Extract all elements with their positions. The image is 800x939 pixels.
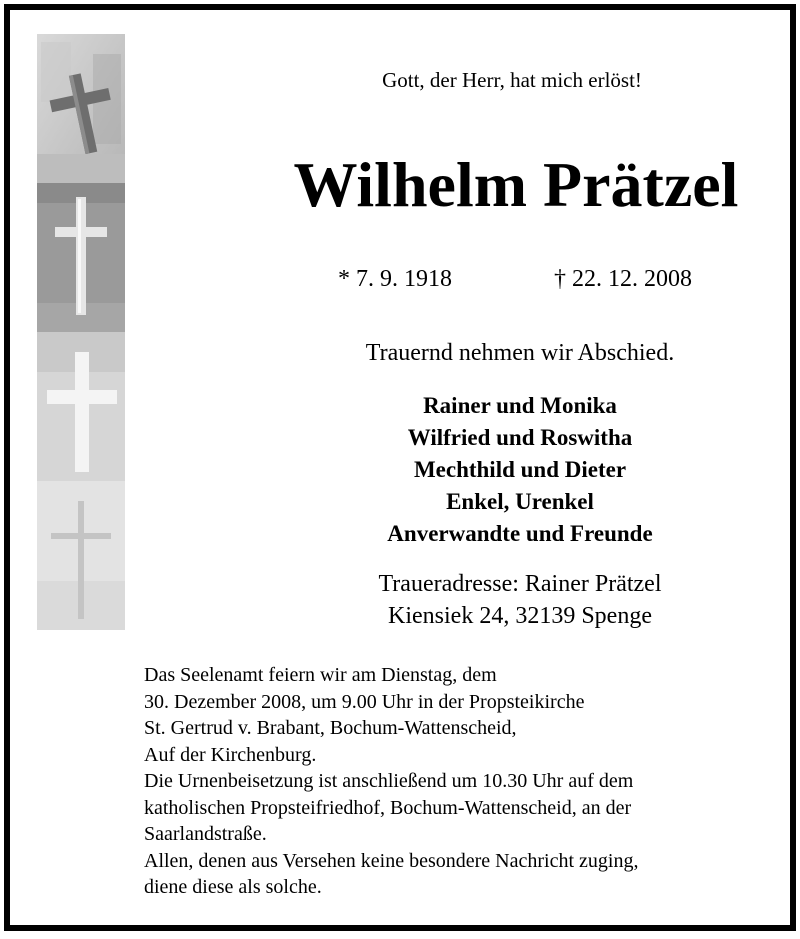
service-details (144, 662, 774, 901)
stone-cross-icon (37, 34, 125, 183)
cross-photo-strip (37, 34, 125, 630)
birth-star-icon: * (338, 266, 350, 292)
address-line: Traueradresse: Rainer Prätzel (378, 571, 662, 597)
details-line: St. Gertrud v. Brabant, Bochum-Wattenscheid, (144, 717, 517, 739)
grave-cross-icon (37, 183, 125, 332)
death-date-group (554, 266, 692, 293)
mourning-line: Trauernd nehmen wir Abschied. (365, 340, 675, 366)
details-line: Die Urnenbeisetzung ist anschließend um 10.30 Uhr auf dem (144, 770, 634, 792)
birth-date: 7. 9. 1918 (356, 266, 452, 292)
death-dagger-icon: † (554, 266, 566, 292)
bible-verse: Gott, der Herr, hat mich erlöst! (382, 68, 642, 92)
address-line: Kiensiek 24, 32139 Spenge (388, 603, 652, 629)
family-member: Rainer und Monika (423, 393, 617, 418)
family-member: Enkel, Urenkel (446, 489, 594, 514)
details-line: Auf der Kirchenburg. (144, 743, 317, 766)
details-line: 30. Dezember 2008, um 9.00 Uhr in der Propsteikirche (144, 690, 585, 713)
family-member: Wilfried und Roswitha (407, 425, 633, 450)
details-line: Allen, denen aus Versehen keine besondere Nachricht zuging, (144, 849, 639, 872)
family-member: Mechthild und Dieter (413, 457, 627, 482)
white-cross-icon (37, 332, 125, 481)
details-line: diene diese als solche. (144, 876, 322, 898)
life-dates (330, 266, 730, 296)
family-member: Anverwandte und Freunde (387, 521, 653, 546)
details-line: Saarlandstraße. (144, 823, 267, 845)
details-line: katholischen Propsteifriedhof, Bochum-Wattenscheid, an der (144, 796, 632, 819)
family-list (300, 390, 740, 550)
details-line: Das Seelenamt feiern wir am Dienstag, dem (144, 664, 497, 686)
death-date: 22. 12. 2008 (572, 266, 692, 292)
mourning-address (300, 568, 740, 632)
deceased-name: Wilhelm Prätzel (293, 149, 739, 220)
birth-date-group (338, 266, 452, 293)
faded-cross-icon (37, 481, 125, 630)
